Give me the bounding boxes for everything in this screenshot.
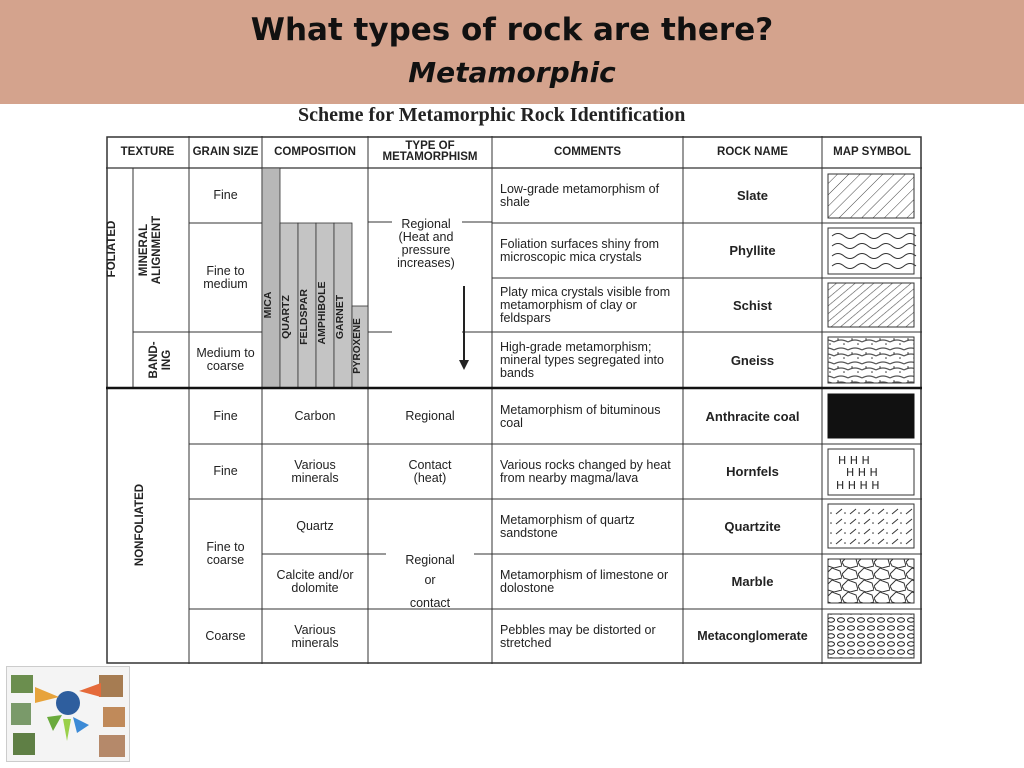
- foliated-grain-fine: Fine: [213, 188, 238, 202]
- metamorphic-rock-table: [106, 136, 922, 664]
- thumbnail-graphic: [7, 667, 129, 761]
- nonfoliated-grain-5: Coarse: [205, 629, 246, 643]
- rock-hornfels: Hornfels: [726, 464, 779, 479]
- header-texture: TEXTURE: [120, 145, 175, 158]
- header-grain-size: GRAIN SIZE: [192, 145, 259, 158]
- comment-metaconglomerate: Pebbles may be distorted or stretched: [500, 622, 656, 650]
- rock-quartzite: Quartzite: [724, 519, 781, 534]
- header-comments: COMMENTS: [553, 145, 622, 158]
- rock-slate: Slate: [736, 188, 769, 203]
- svg-text:H H H H: H H H H: [836, 479, 880, 492]
- rock-schist: Schist: [732, 297, 772, 313]
- svg-text:H H H: H H H: [838, 454, 870, 467]
- label-mineral-alignment: MINERAL ALIGNMENT: [138, 215, 163, 285]
- foliated-type-regional: Regional (Heat and pressure increases): [397, 217, 455, 270]
- nonfoliated-grain-1: Fine: [213, 409, 238, 423]
- comment-hornfels: Various rocks changed by heat from nearby magma/lava: [500, 457, 671, 485]
- nonfoliated-grain-2: Fine: [213, 464, 238, 478]
- label-nonfoliated: NONFOLIATED: [134, 483, 146, 567]
- slide-subtitle: Metamorphic: [408, 56, 616, 89]
- title-bar: [0, 0, 1024, 104]
- type-or: or: [424, 572, 436, 587]
- type-contact-2: contact: [409, 595, 451, 610]
- phyllite-symbol: [828, 228, 916, 274]
- rock-metaconglomerate: Metaconglomerate: [697, 629, 808, 643]
- rock-phyllite: Phyllite: [729, 243, 776, 258]
- marble-symbol: [828, 559, 914, 603]
- type-regional: Regional: [405, 409, 455, 423]
- foliated-grain-medium-to-coarse: Medium to coarse: [196, 346, 255, 373]
- rock-gneiss: Gneiss: [730, 352, 775, 368]
- composition-quartz: Quartz: [296, 519, 334, 533]
- type-contact: Contact (heat): [408, 457, 452, 485]
- slide-title: What types of rock are there?: [250, 12, 774, 48]
- foliated-grain-fine-to-medium: Fine to medium: [203, 263, 248, 291]
- composition-calcite: Calcite and/or dolomite: [276, 567, 354, 595]
- mineral-amphibole: AMPHIBOLE: [316, 281, 328, 345]
- label-foliated: FOLIATED: [106, 220, 118, 278]
- comment-schist: Platy mica crystals visible from metamorphism of clay or feldspars: [500, 284, 671, 325]
- header-composition: COMPOSITION: [274, 145, 356, 158]
- header-rock-name: ROCK NAME: [717, 145, 788, 158]
- schist-symbol: [828, 283, 914, 327]
- rock-marble: Marble: [731, 574, 774, 589]
- slate-symbol: [828, 174, 914, 218]
- composition-various-1: Various minerals: [291, 457, 339, 485]
- mineral-mica: MICA: [262, 291, 274, 319]
- rock-anthracite: Anthracite coal: [705, 409, 800, 424]
- header-map-symbol: MAP SYMBOL: [833, 145, 911, 158]
- header-type-of-metamorphism: TYPE OF METAMORPHISM: [382, 140, 478, 163]
- comment-gneiss: High-grade metamorphism; mineral types segregated into bands: [500, 339, 664, 380]
- scheme-title: Scheme for Metamorphic Rock Identification: [298, 104, 686, 126]
- comment-phyllite: Foliation surfaces shiny from microscopic mica crystals: [500, 236, 660, 264]
- type-regional-or: Regional: [405, 552, 455, 567]
- mineral-pyroxene: PYROXENE: [352, 318, 363, 374]
- svg-text:H H H: H H H: [846, 466, 878, 479]
- nonfoliated-grain-3: Fine to coarse: [206, 540, 245, 567]
- mineral-feldspar: FELDSPAR: [298, 289, 310, 345]
- label-banding: BAND- ING: [148, 341, 173, 379]
- anthracite-symbol: [828, 394, 914, 438]
- mineral-quartz: QUARTZ: [280, 295, 292, 339]
- comment-anthracite: Metamorphism of bituminous coal: [500, 402, 661, 430]
- hornfels-symbol: [828, 449, 914, 495]
- thumbnail-image: [6, 666, 130, 762]
- metaconglomerate-symbol: [828, 614, 914, 658]
- comment-quartzite: Metamorphism of quartz sandstone: [500, 512, 635, 540]
- gneiss-symbol: [828, 337, 914, 383]
- comment-slate: Low-grade metamorphism of shale: [500, 181, 660, 209]
- comment-marble: Metamorphism of limestone or dolostone: [500, 567, 669, 595]
- quartzite-symbol: [828, 504, 914, 548]
- composition-various-2: Various minerals: [291, 622, 339, 650]
- composition-carbon: Carbon: [294, 409, 336, 423]
- mineral-garnet: GARNET: [334, 294, 346, 340]
